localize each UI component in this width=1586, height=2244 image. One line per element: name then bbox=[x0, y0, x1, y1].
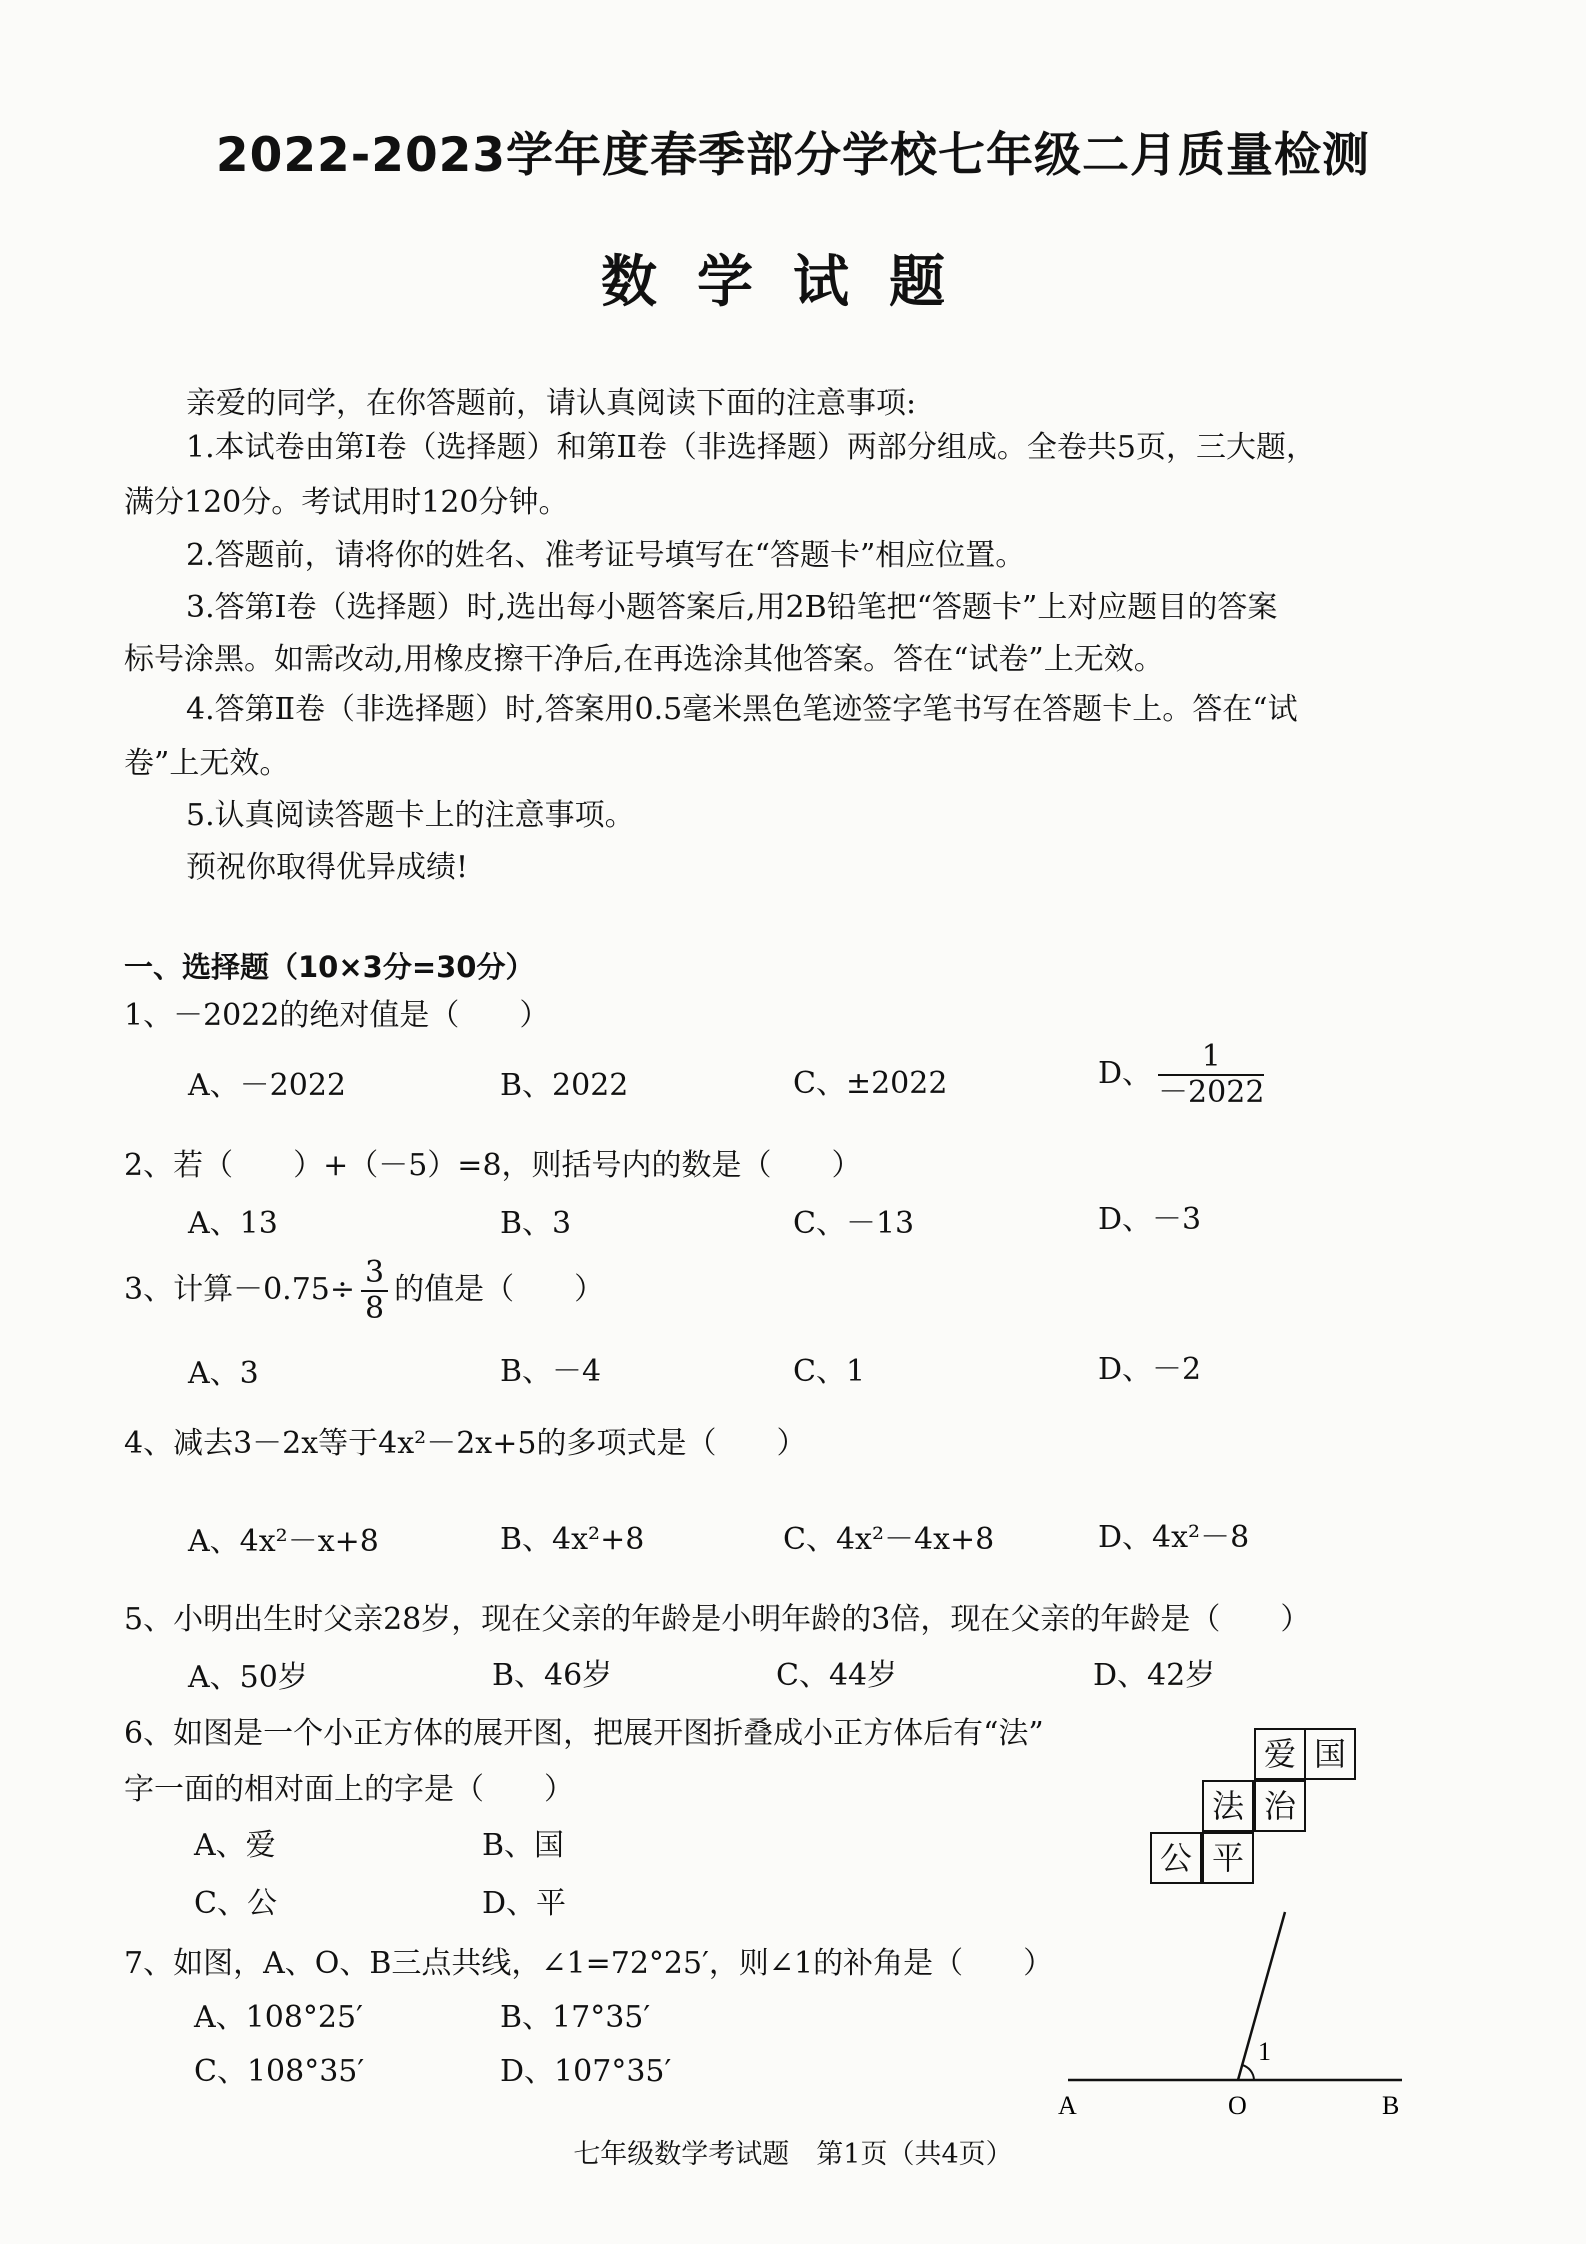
q1-option-d bbox=[1098, 1040, 1270, 1110]
q7-option-d: D、107°35′ bbox=[500, 2054, 672, 2089]
point-b-label: B bbox=[1382, 2091, 1400, 2120]
q5-option-d: D、42岁 bbox=[1093, 1658, 1216, 1693]
q7-stem: 7、如图，A、O、B三点共线，∠1=72°25′，则∠1的补角是（ ） bbox=[124, 1946, 1054, 1981]
net-cell-guo: 国 bbox=[1304, 1728, 1356, 1780]
q1-stem: 1、－2022的绝对值是（ ） bbox=[124, 998, 550, 1033]
point-o-label: O bbox=[1228, 2091, 1247, 2120]
q3-stem-post: 的值是（ ） bbox=[394, 1272, 605, 1307]
notice-intro: 亲爱的同学，在你答题前，请认真阅读下面的注意事项: bbox=[186, 386, 917, 421]
q5-option-c: C、44岁 bbox=[776, 1658, 898, 1693]
q6-option-c: C、公 bbox=[194, 1886, 277, 1921]
net-cell-gong: 公 bbox=[1150, 1832, 1202, 1884]
notice-wish: 预祝你取得优异成绩! bbox=[186, 850, 469, 885]
q1-option-d-fraction bbox=[1158, 1040, 1264, 1110]
notice-item1-line1: 1.本试卷由第Ⅰ卷（选择题）和第Ⅱ卷（非选择题）两部分组成。全卷共5页，三大题， bbox=[186, 430, 1316, 465]
notice-item5: 5.认真阅读答题卡上的注意事项。 bbox=[186, 798, 635, 833]
q1-option-b: B、2022 bbox=[500, 1068, 629, 1103]
notice-item1-line2: 满分120分。考试用时120分钟。 bbox=[124, 485, 569, 520]
q2-option-c: C、－13 bbox=[793, 1206, 915, 1241]
exam-title: 2022-2023学年度春季部分学校七年级二月质量检测 bbox=[215, 128, 1371, 183]
q7-option-a: A、108°25′ bbox=[194, 2000, 363, 2035]
q2-option-d: D、－3 bbox=[1098, 1202, 1202, 1237]
q4-option-c: C、4x²－4x+8 bbox=[783, 1522, 995, 1557]
q4-option-b: B、4x²+8 bbox=[500, 1522, 645, 1557]
q3-stem-pre: 3、计算－0.75÷ bbox=[124, 1272, 356, 1307]
page-footer: 七年级数学考试题 第1页（共4页） bbox=[573, 2139, 1013, 2170]
q5-option-b: B、46岁 bbox=[492, 1658, 613, 1693]
fraction-numerator: 3 bbox=[361, 1256, 388, 1292]
q1-option-d-prefix: D、 bbox=[1098, 1056, 1153, 1091]
exam-subtitle: 数学试题 bbox=[601, 250, 985, 315]
q2-option-a: A、13 bbox=[188, 1206, 278, 1241]
net-cell-fa: 法 bbox=[1202, 1780, 1254, 1832]
q7-option-b: B、17°35′ bbox=[500, 2000, 651, 2035]
q5-stem: 5、小明出生时父亲28岁，现在父亲的年龄是小明年龄的3倍，现在父亲的年龄是（ ） bbox=[124, 1602, 1311, 1637]
notice-item3-line1: 3.答第Ⅰ卷（选择题）时,选出每小题答案后,用2B铅笔把“答题卡”上对应题目的答案 bbox=[186, 590, 1278, 625]
q6-option-b: B、国 bbox=[482, 1828, 565, 1863]
q4-option-a: A、4x²－x+8 bbox=[188, 1524, 379, 1559]
q3-option-d: D、－2 bbox=[1098, 1352, 1202, 1387]
angle-arc bbox=[1242, 2065, 1254, 2080]
angle-label: 1 bbox=[1258, 2037, 1271, 2066]
q6-stem-line1: 6、如图是一个小正方体的展开图，把展开图折叠成小正方体后有“法” bbox=[124, 1716, 1044, 1751]
net-cell-ai: 爱 bbox=[1254, 1728, 1306, 1780]
q3-fraction bbox=[361, 1256, 388, 1326]
net-cell-zhi: 治 bbox=[1254, 1780, 1306, 1832]
q2-stem: 2、若（ ）+（－5）=8，则括号内的数是（ ） bbox=[124, 1148, 862, 1183]
q6-stem-line2: 字一面的相对面上的字是（ ） bbox=[124, 1772, 574, 1807]
q4-stem: 4、减去3－2x等于4x²－2x+5的多项式是（ ） bbox=[124, 1426, 807, 1461]
q2-option-b: B、3 bbox=[500, 1206, 572, 1241]
angle-figure bbox=[1040, 1900, 1420, 2140]
notice-item4-line1: 4.答第Ⅱ卷（非选择题）时,答案用0.5毫米黑色笔迹签字笔书写在答题卡上。答在“试 bbox=[186, 692, 1298, 727]
notice-item4-line2: 卷”上无效。 bbox=[124, 746, 290, 781]
point-a-label: A bbox=[1058, 2091, 1077, 2120]
q5-option-a: A、50岁 bbox=[188, 1660, 308, 1695]
section-heading: 一、选择题（10×3分=30分） bbox=[124, 950, 535, 984]
net-cell-ping: 平 bbox=[1202, 1832, 1254, 1884]
q1-option-a: A、－2022 bbox=[188, 1068, 347, 1103]
q4-option-d: D、4x²－8 bbox=[1098, 1520, 1250, 1555]
notice-item2: 2.答题前，请将你的姓名、准考证号填写在“答题卡”相应位置。 bbox=[186, 538, 1026, 573]
q1-option-c: C、±2022 bbox=[793, 1066, 948, 1101]
fraction-numerator: 1 bbox=[1158, 1040, 1264, 1076]
q3-option-b: B、－4 bbox=[500, 1354, 602, 1389]
fraction-denominator: 8 bbox=[365, 1291, 385, 1326]
q3-stem bbox=[124, 1256, 604, 1326]
q3-option-a: A、3 bbox=[188, 1356, 259, 1391]
notice-item3-line2: 标号涂黑。如需改动,用橡皮擦干净后,在再选涂其他答案。答在“试卷”上无效。 bbox=[124, 642, 1164, 677]
fraction-denominator: －2022 bbox=[1158, 1075, 1265, 1110]
q3-option-c: C、1 bbox=[793, 1354, 866, 1389]
q6-option-a: A、爱 bbox=[194, 1828, 276, 1863]
q6-option-d: D、平 bbox=[482, 1886, 567, 1921]
q7-option-c: C、108°35′ bbox=[194, 2054, 365, 2089]
